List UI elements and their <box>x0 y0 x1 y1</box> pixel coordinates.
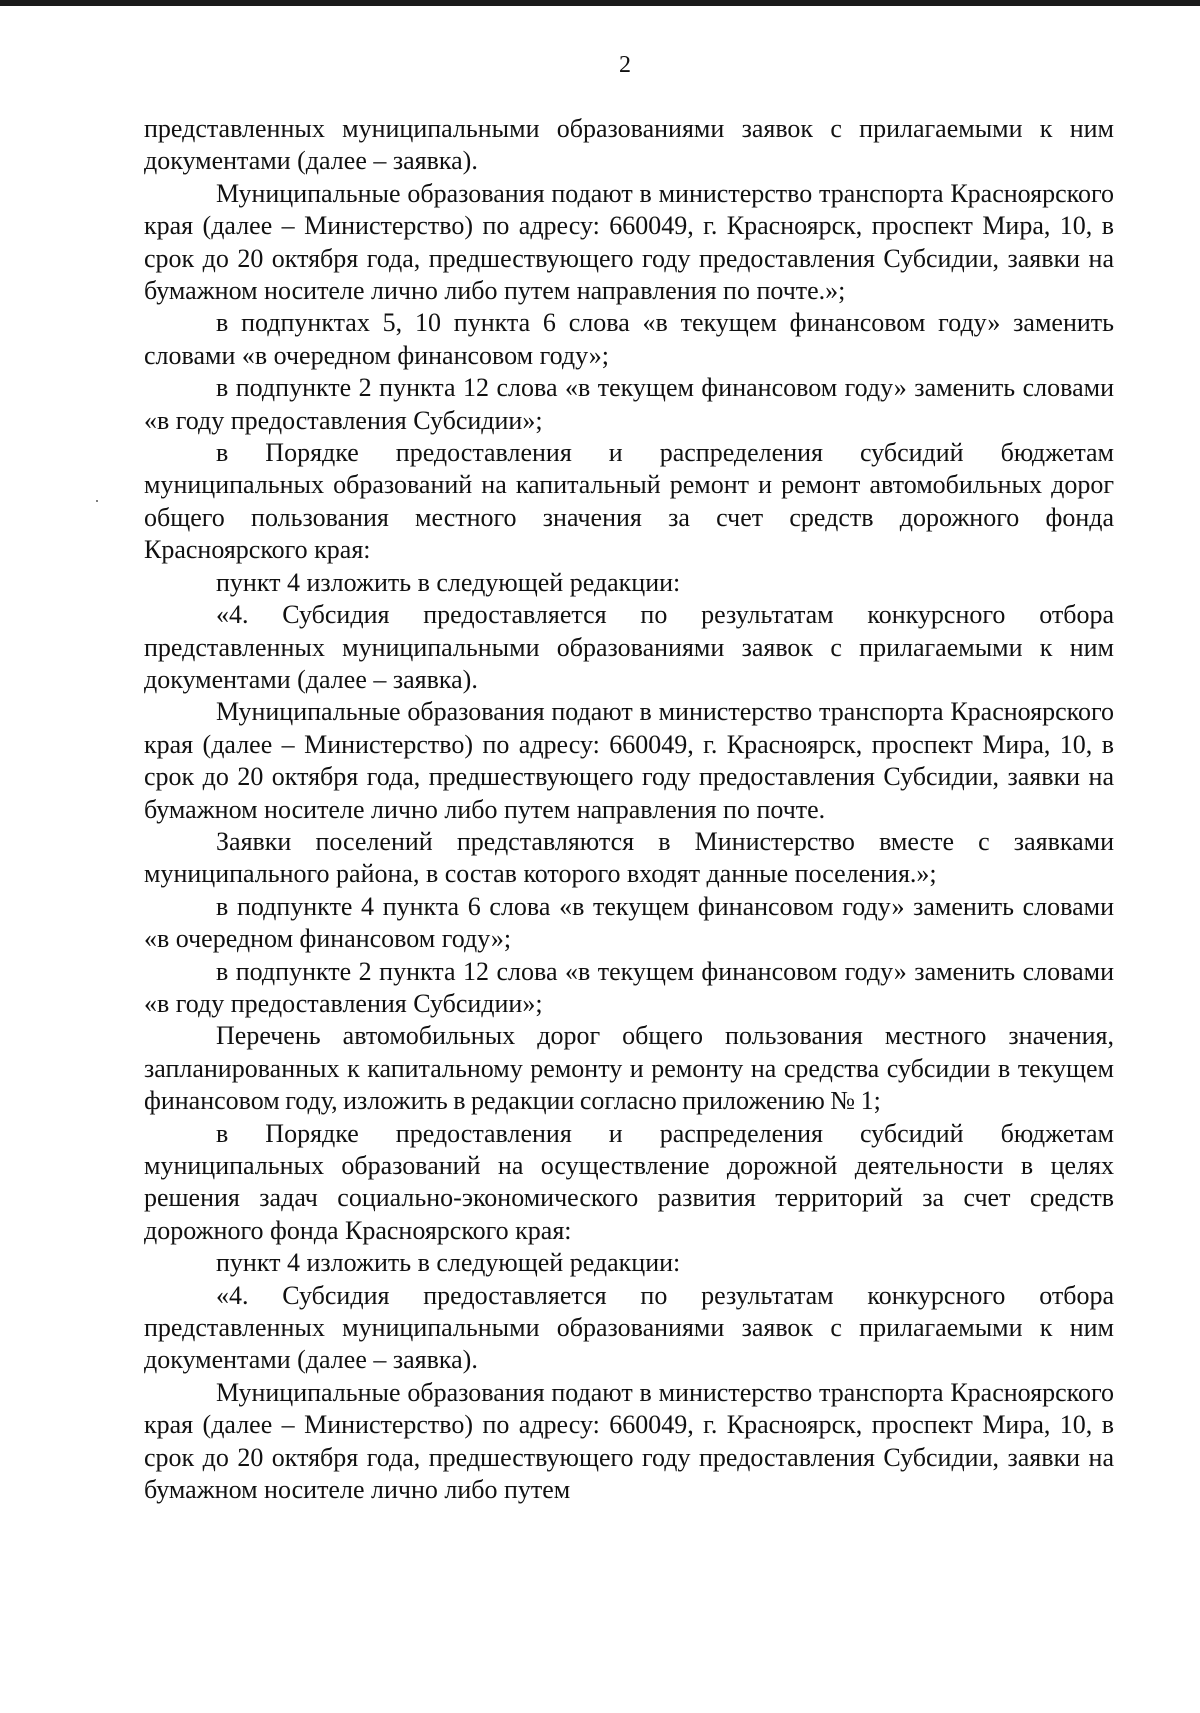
paragraph-16: Муниципальные образования подают в министерство транспорта Красноярского края (далее – Министерство) по адресу: 660049, г. Красноярск, проспект Мира, 10, в срок до 20 октября года, предшествующего году предоставления Субсидии, заявки на бумажном носителе лично либо путем <box>144 1377 1114 1505</box>
scan-top-edge <box>0 0 1200 6</box>
paragraph-13: в Порядке предоставления и распределения субсидий бюджетам муниципальных образований на осуществление дорожной деятельности в целях решения задач социально-экономического развития территорий за счет средств дорожного фонда Красноярского края: <box>144 1118 1114 1245</box>
paragraph-7: «4. Субсидия предоставляется по результатам конкурсного отбора представленных муниципальными образованиями заявок с прилагаемыми к ним документами (далее – заявка). <box>144 600 1114 694</box>
scan-speck <box>96 500 98 502</box>
paragraph-15: «4. Субсидия предоставляется по результатам конкурсного отбора представленных муниципальными образованиями заявок с прилагаемыми к ним документами (далее – заявка). <box>144 1280 1114 1375</box>
paragraph-1: представленных муниципальными образованиями заявок с прилагаемыми к ним документами (далее – заявка). <box>144 114 1114 176</box>
paragraph-12: Перечень автомобильных дорог общего пользования местного значения, запланированных к капитальному ремонту и ремонту на средства субсидии в текущем финансовом году, изложить в редакции согласно приложению № 1; <box>144 1021 1114 1116</box>
paragraph-9: Заявки поселений представляются в Министерство вместе с заявками муниципального района, в состав которого входят данные поселения.»; <box>144 826 1114 889</box>
paragraph-6: пункт 4 изложить в следующей редакции: <box>216 567 681 597</box>
page-number: 2 <box>619 52 631 78</box>
paragraph-3: в подпунктах 5, 10 пункта 6 слова «в текущем финансовом году» заменить словами «в очередном финансовом году»; <box>144 308 1114 370</box>
paragraph-8: Муниципальные образования подают в министерство транспорта Красноярского края (далее – Министерство) по адресу: 660049, г. Красноярск, проспект Мира, 10, в срок до 20 октября года, предшествующего году предоставления Субсидии, заявки на бумажном носителе лично либо путем направления по почте. <box>144 697 1114 824</box>
paragraph-11: в подпункте 2 пункта 12 слова «в текущем финансовом году» заменить словами «в году предоставления Субсидии»; <box>144 956 1114 1018</box>
paragraph-2: Муниципальные образования подают в министерство транспорта Красноярского края (далее – Министерство) по адресу: 660049, г. Красноярск, проспект Мира, 10, в срок до 20 октября года, предшествующего году предоставления Субсидии, заявки на бумажном носителе лично либо путем направления по почте.»; <box>144 178 1114 306</box>
paragraph-10: в подпункте 4 пункта 6 слова «в текущем финансовом году» заменить словами «в очередном финансовом году»; <box>144 891 1114 954</box>
paragraph-5: в Порядке предоставления и распределения субсидий бюджетам муниципальных образований на капитальный ремонт и ремонт автомобильных дорог общего пользования местного значения за счет средств дорожного фонда Красноярского края: <box>144 438 1114 565</box>
paragraph-4: в подпункте 2 пункта 12 слова «в текущем финансовом году» заменить словами «в году предоставления Субсидии»; <box>144 373 1114 435</box>
document-body <box>144 113 1114 1506</box>
paragraph-14: пункт 4 изложить в следующей редакции: <box>216 1248 681 1278</box>
